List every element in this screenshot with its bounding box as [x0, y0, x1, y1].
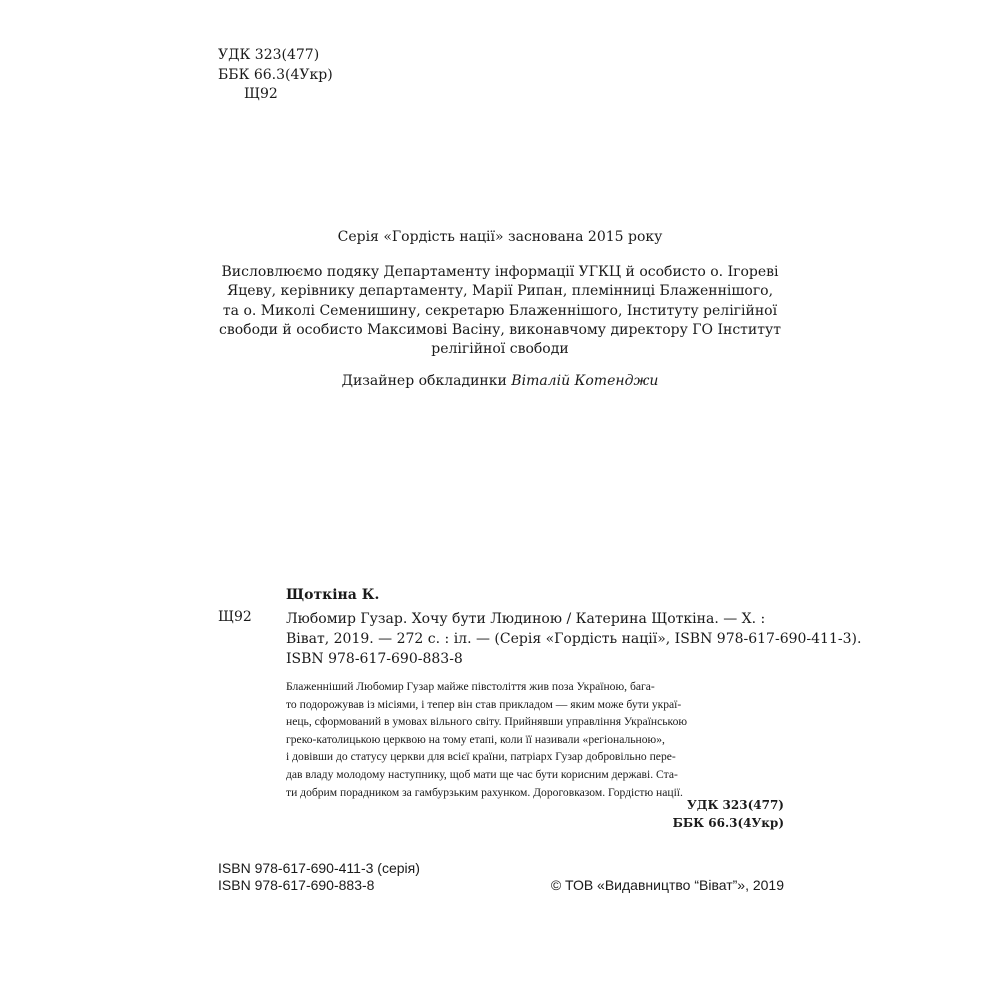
- isbn-series: ISBN 978-617-690-411-3 (серія): [218, 860, 420, 876]
- catalog-line: ISBN 978-617-690-883-8: [286, 651, 463, 667]
- designer-label: Дизайнер обкладинки: [341, 373, 507, 389]
- udk-code: УДК 323(477): [218, 47, 320, 63]
- bbk-code-bottom: ББК 66.3(4Укр): [672, 816, 784, 830]
- cover-designer-credit: [0, 373, 1000, 389]
- annotation-line: то подорожував із місіями, і тепер він став прикладом — яким може бути украї-: [286, 697, 682, 711]
- classification-codes-bottom: [600, 796, 784, 832]
- catalog-line: Віват, 2019. — 272 с. : іл. — (Серія «Гордість нації», ISBN 978-617-690-411-3).: [286, 631, 862, 647]
- acknowledgement-line: релігійної свободи: [431, 341, 569, 358]
- catalog-author: Щоткіна К.: [286, 587, 380, 603]
- catalog-author-mark: Щ92: [218, 609, 252, 625]
- isbn-block: [218, 860, 420, 894]
- annotation-line: Блаженніший Любомир Гузар майже півстоліття жив поза Україною, бага-: [286, 680, 655, 693]
- series-statement: Серія «Гордість нації» заснована 2015 року: [337, 229, 663, 245]
- udk-code-bottom: УДК 323(477): [687, 798, 784, 812]
- annotation-line: і довівши до статусу церкви для всієї країни, патріарх Гузар добровільно пере-: [286, 750, 676, 764]
- annotation-line: ти добрим порадником за гамбурзьким рахунком. Дороговказом. Гордістю нації.: [286, 785, 683, 799]
- designer-name: Віталій Котенджи: [511, 373, 659, 389]
- acknowledgements: [0, 263, 1000, 359]
- acknowledgement-line: та о. Миколі Семенишину, секретарю Блаженнішого, Інституту релігійної: [222, 302, 778, 319]
- book-annotation: [286, 678, 687, 801]
- author-mark: Щ92: [244, 86, 278, 102]
- acknowledgement-line: свободи й особисто Максимові Васіну, виконавчому директору ГО Інститут: [219, 321, 781, 338]
- bbk-code: ББК 66.3(4Укр): [218, 66, 333, 83]
- annotation-line: греко-католицькою церквою на тому етапі, коли її називали «регіональною»,: [286, 732, 665, 746]
- copyright-notice: © ТОВ «Видавництво “Віват”», 2019: [550, 877, 784, 893]
- catalog-record: [286, 609, 861, 669]
- isbn-book: ISBN 978-617-690-883-8: [218, 877, 375, 893]
- classification-codes-top: [218, 46, 333, 105]
- catalog-line: Любомир Гузар. Хочу бути Людиною / Катерина Щоткіна. — Х. :: [286, 611, 766, 627]
- annotation-line: дав владу молодому наступнику, щоб мати ще час бути корисним державі. Ста-: [286, 767, 678, 781]
- acknowledgement-line: Висловлюємо подяку Департаменту інформації УГКЦ й особисто о. Ігореві: [221, 264, 779, 280]
- acknowledgement-line: Яцеву, керівнику департаменту, Марії Рипан, племінниці Блаженнішого,: [226, 283, 774, 300]
- annotation-line: нець, сформований в умовах вільного світу. Прийнявши управління Українською: [286, 715, 688, 729]
